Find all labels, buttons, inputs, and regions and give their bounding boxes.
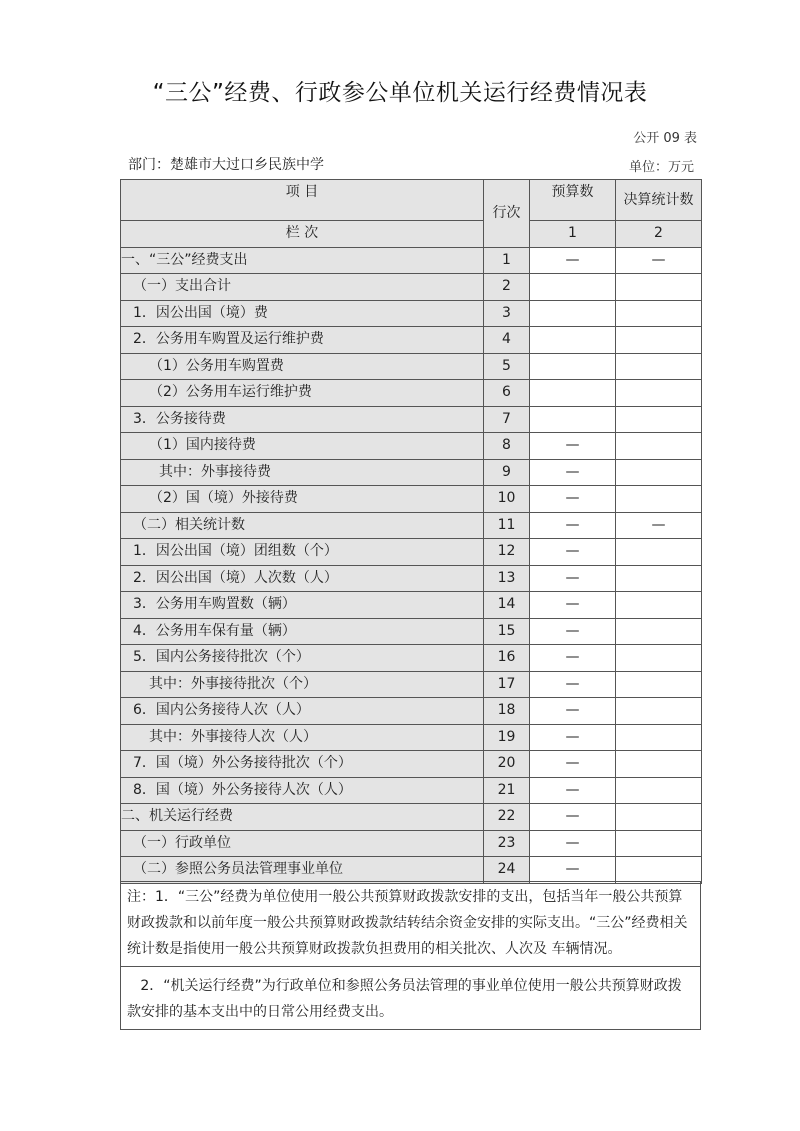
table-row	[121, 565, 702, 592]
row-name: 1．因公出国（境）费	[121, 300, 484, 327]
row-name: 3．公务用车购置数（辆）	[121, 592, 484, 619]
row-number: 3	[484, 300, 530, 327]
header-final: 决算统计数	[616, 180, 702, 221]
row-budget-value	[530, 300, 616, 327]
row-final-value	[616, 565, 702, 592]
column-number-row	[121, 221, 702, 248]
row-final-value	[616, 724, 702, 751]
row-budget-value: —	[530, 698, 616, 725]
table-row	[121, 618, 702, 645]
table-row	[121, 353, 702, 380]
row-name: 二、机关运行经费	[121, 804, 484, 831]
row-budget-value: —	[530, 565, 616, 592]
row-number: 10	[484, 486, 530, 513]
table-row	[121, 486, 702, 513]
row-number: 6	[484, 380, 530, 407]
table-row	[121, 459, 702, 486]
row-number: 21	[484, 777, 530, 804]
row-final-value	[616, 671, 702, 698]
page-title: “三公”经费、行政参公单位机关运行经费情况表	[152, 80, 648, 106]
row-number: 13	[484, 565, 530, 592]
row-budget-value: —	[530, 830, 616, 857]
header-col1: 1	[530, 221, 616, 248]
form-number: 公开 09 表	[633, 131, 697, 146]
expense-table	[120, 179, 702, 884]
row-budget-value: —	[530, 512, 616, 539]
row-number: 2	[484, 274, 530, 301]
row-number: 17	[484, 671, 530, 698]
row-name: 2．因公出国（境）人次数（人）	[121, 565, 484, 592]
row-budget-value: —	[530, 645, 616, 672]
row-number: 5	[484, 353, 530, 380]
row-budget-value: —	[530, 433, 616, 460]
note-2-text: 2．“机关运行经费”为行政单位和参照公务员法管理的事业单位使用一般公共预算财政拨款安排的基本支出中的日常公用经费支出。	[127, 978, 682, 1020]
row-budget-value: —	[530, 618, 616, 645]
row-name: 其中：外事接待批次（个）	[121, 671, 484, 698]
note-2	[121, 967, 700, 1029]
row-name: 一、“三公”经费支出	[121, 247, 484, 274]
row-final-value	[616, 645, 702, 672]
table-row	[121, 327, 702, 354]
row-name: 其中：外事接待费	[121, 459, 484, 486]
row-final-value	[616, 327, 702, 354]
table-row	[121, 645, 702, 672]
department-label: 部门：楚雄市大过口乡民族中学	[128, 157, 324, 173]
row-name: （二）参照公务员法管理事业单位	[121, 857, 484, 884]
row-number: 22	[484, 804, 530, 831]
table-row	[121, 804, 702, 831]
table-row	[121, 274, 702, 301]
row-final-value	[616, 380, 702, 407]
unit-label: 单位：万元	[628, 160, 694, 175]
table-row	[121, 671, 702, 698]
row-final-value	[616, 486, 702, 513]
row-name: 2．公务用车购置及运行维护费	[121, 327, 484, 354]
table-row	[121, 751, 702, 778]
row-number: 14	[484, 592, 530, 619]
row-budget-value	[530, 406, 616, 433]
row-final-value	[616, 698, 702, 725]
row-number: 8	[484, 433, 530, 460]
row-number: 7	[484, 406, 530, 433]
row-number: 23	[484, 830, 530, 857]
table-row	[121, 406, 702, 433]
table-row	[121, 777, 702, 804]
row-final-value	[616, 751, 702, 778]
header-budget: 预算数	[530, 180, 616, 221]
row-final-value	[616, 618, 702, 645]
header-column-label: 栏 次	[121, 221, 484, 248]
row-budget-value	[530, 353, 616, 380]
row-name: 6．国内公务接待人次（人）	[121, 698, 484, 725]
row-budget-value: —	[530, 247, 616, 274]
row-final-value: —	[616, 512, 702, 539]
row-budget-value: —	[530, 592, 616, 619]
row-final-value	[616, 857, 702, 884]
row-budget-value	[530, 327, 616, 354]
row-number: 9	[484, 459, 530, 486]
row-name: 8．国（境）外公务接待人次（人）	[121, 777, 484, 804]
row-name: （1）国内接待费	[121, 433, 484, 460]
row-final-value	[616, 274, 702, 301]
row-budget-value	[530, 380, 616, 407]
row-name: 7．国（境）外公务接待批次（个）	[121, 751, 484, 778]
table-row	[121, 539, 702, 566]
table-row	[121, 724, 702, 751]
row-number: 11	[484, 512, 530, 539]
row-name: （一）支出合计	[121, 274, 484, 301]
table-row	[121, 698, 702, 725]
row-name: 4．公务用车保有量（辆）	[121, 618, 484, 645]
header-rowno: 行次	[484, 180, 530, 248]
row-final-value	[616, 804, 702, 831]
row-number: 24	[484, 857, 530, 884]
row-budget-value: —	[530, 804, 616, 831]
row-final-value	[616, 300, 702, 327]
table-row	[121, 380, 702, 407]
row-number: 19	[484, 724, 530, 751]
row-name: 其中：外事接待人次（人）	[121, 724, 484, 751]
row-budget-value: —	[530, 724, 616, 751]
row-budget-value: —	[530, 857, 616, 884]
row-number: 15	[484, 618, 530, 645]
row-number: 12	[484, 539, 530, 566]
row-number: 18	[484, 698, 530, 725]
row-final-value	[616, 777, 702, 804]
row-name: （一）行政单位	[121, 830, 484, 857]
row-name: 1．因公出国（境）团组数（个）	[121, 539, 484, 566]
header-item: 项 目	[121, 180, 484, 221]
row-final-value	[616, 433, 702, 460]
row-name: （2）国（境）外接待费	[121, 486, 484, 513]
row-budget-value	[530, 274, 616, 301]
row-budget-value: —	[530, 671, 616, 698]
note-1: 注：1．“三公”经费为单位使用一般公共预算财政拨款安排的支出，包括当年一般公共预算财政拨款和以前年度一般公共预算财政拨款结转结余资金安排的实际支出。“三公”经费相关统计数是指使用一般公共预算财政拨款负担费用的相关批次、人次及 车辆情况。	[121, 882, 700, 967]
row-name: （二）相关统计数	[121, 512, 484, 539]
table-row	[121, 300, 702, 327]
row-number: 1	[484, 247, 530, 274]
row-number: 20	[484, 751, 530, 778]
table-row	[121, 830, 702, 857]
row-budget-value: —	[530, 777, 616, 804]
table-row	[121, 247, 702, 274]
row-number: 16	[484, 645, 530, 672]
row-name: 3．公务接待费	[121, 406, 484, 433]
row-name: （2）公务用车运行维护费	[121, 380, 484, 407]
table-row	[121, 592, 702, 619]
header-col2: 2	[616, 221, 702, 248]
table-row	[121, 433, 702, 460]
notes-box	[120, 881, 701, 1030]
row-final-value	[616, 353, 702, 380]
row-name: （1）公务用车购置费	[121, 353, 484, 380]
row-final-value: —	[616, 247, 702, 274]
row-final-value	[616, 592, 702, 619]
row-budget-value: —	[530, 539, 616, 566]
row-final-value	[616, 830, 702, 857]
row-budget-value: —	[530, 459, 616, 486]
row-budget-value: —	[530, 486, 616, 513]
row-final-value	[616, 539, 702, 566]
row-final-value	[616, 406, 702, 433]
row-number: 4	[484, 327, 530, 354]
row-budget-value: —	[530, 751, 616, 778]
table-row	[121, 857, 702, 884]
row-final-value	[616, 459, 702, 486]
row-name: 5．国内公务接待批次（个）	[121, 645, 484, 672]
table-row	[121, 512, 702, 539]
